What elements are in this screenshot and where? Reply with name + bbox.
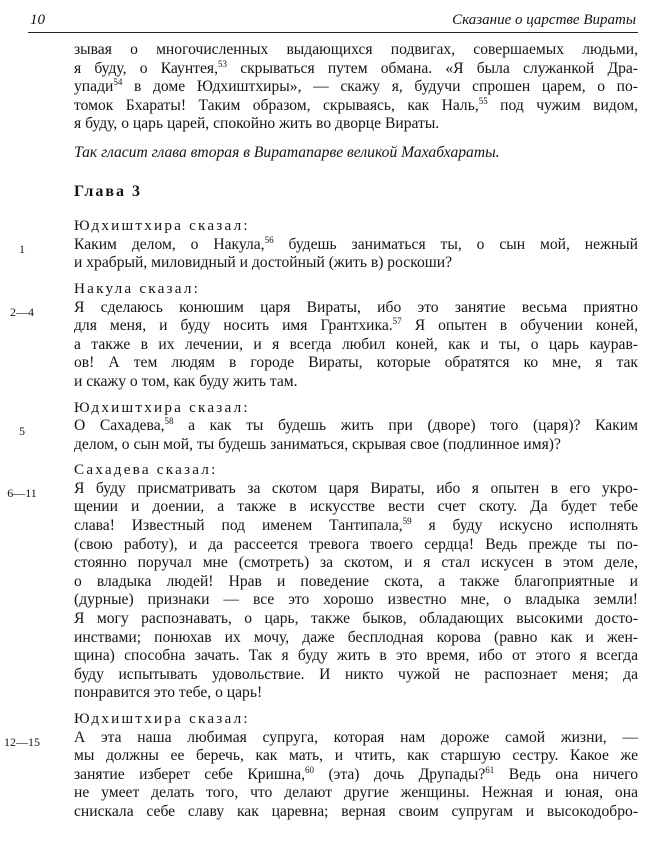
- dialogue-section: [7, 461, 638, 703]
- speech-paragraph: [74, 236, 638, 273]
- text-line: снискала себе славу как царевна; верная своим супругам и высокодобро-: [74, 802, 638, 820]
- running-title: Сказание о царстве Вираты: [452, 12, 636, 28]
- intro-paragraph: [74, 41, 638, 134]
- text-line: томок Бхараты! Таким образом, скрываясь, как Наль,: [74, 96, 479, 114]
- text-line: в доме Юдхиштхиры», — скажу я, будучи спрошен царем, о по-: [133, 78, 638, 96]
- speaker-label: Юдхиштхира сказал:: [74, 710, 250, 727]
- footnote-ref[interactable]: 61: [485, 764, 495, 775]
- chapter-closing-note: Так гласит глава вторая в Виратапарве великой Махабхараты.: [74, 143, 500, 161]
- text-line: стоянно поручал мне (смотреть) за скотом, и я стал искусен в этом деле,: [74, 554, 638, 572]
- chapter-title: Глава 3: [74, 182, 142, 200]
- text-line: скрываться путем обмана. «Я была служанкой Дра-: [240, 59, 638, 77]
- footnote-ref[interactable]: 53: [218, 58, 227, 69]
- text-line: Я опытен в обучении коней,: [414, 317, 638, 335]
- footnote-ref[interactable]: 54: [113, 77, 123, 87]
- text-line: Я могу распознавать, о царь, также быков, обладающих высокими досто-: [74, 610, 638, 628]
- text-line: буду испытывать удовольствие. И никто чужой не распознает меня; да: [74, 665, 638, 683]
- speech-paragraph: [74, 480, 638, 703]
- text-line: занятие изберет себе Кришна,: [74, 765, 306, 783]
- footnote-ref[interactable]: 56: [264, 234, 274, 245]
- text-line: о владыка людей! Нрав и поведение скота, а также благоприятные и: [74, 572, 638, 590]
- footnote-ref[interactable]: 60: [305, 764, 315, 775]
- text-line: (свою работу), и да рассеется тревога твоего сердца! Ведь прежде ты по-: [74, 535, 638, 553]
- text-line: ов! А тем людям в городе Вираты, которые обратятся ко мне, я так: [74, 354, 638, 372]
- text-line: слава! Известный под именем Тантипала,: [74, 517, 403, 535]
- text-line: упади: [74, 78, 114, 96]
- page-number: 10: [30, 12, 45, 28]
- speech-paragraph: [74, 299, 638, 392]
- text-line: инствами; понюхав их мочу, даже бесплодная корова (равно как и жен-: [74, 628, 638, 646]
- footnote-ref[interactable]: 57: [392, 315, 402, 326]
- text-line: понравится это тебе, о царь!: [74, 684, 263, 702]
- speaker-label: Сахадева сказал:: [74, 461, 218, 479]
- page-body: [4, 41, 639, 822]
- speaker-label: Накула сказал:: [74, 279, 201, 297]
- footnote-ref[interactable]: 58: [164, 415, 174, 426]
- text-line: Я сделаюсь конюшим царя Вираты, ибо это занятие весьма приятно: [74, 298, 638, 316]
- verse-number: 1: [19, 242, 25, 257]
- text-line: (дурные) признаки — все это хорошо известно мне, о владыка земли!: [74, 591, 638, 609]
- verse-number: 5: [19, 423, 25, 438]
- text-line: и скажу о том, как буду жить там.: [74, 372, 298, 390]
- footnote-ref[interactable]: 59: [402, 515, 412, 526]
- dialogue-section: [10, 279, 638, 392]
- text-line: Я буду присматривать за скотом царя Вираты, ибо я опытен в его укро-: [74, 479, 638, 497]
- text-line: я буду искусно исполнять: [428, 517, 638, 535]
- text-line: (эта) дочь Друпады?: [328, 765, 486, 783]
- text-line: и храбрый, миловидный и достойный (жить в) роскоши?: [74, 254, 453, 272]
- verse-number: 12—15: [4, 735, 40, 749]
- text-line: а также в их лечении, и я всегда любил коней, как и ты, о царь каурав-: [74, 335, 638, 353]
- speech-paragraph: [74, 729, 638, 822]
- text-line: будешь заниматься ты, о сын мой, нежный: [288, 235, 639, 253]
- running-header: [28, 10, 638, 33]
- text-line: не умеет делать того, что делают другие женщины. Нежная и юная, она: [74, 784, 638, 802]
- footnote-ref[interactable]: 55: [478, 95, 488, 106]
- text-line: щина) способна зачать. Так я буду жить в это время, ибо от этого я всегда: [74, 647, 638, 665]
- text-line: мы должны ее беречь, как мать, и чтить, как старшую сестру. Какое же: [74, 747, 638, 765]
- text-line: для меня, и буду носить имя Грантхика.: [74, 317, 393, 335]
- dialogue-section: [19, 217, 639, 273]
- text-line: под чужим видом,: [500, 96, 638, 114]
- speech-paragraph: [74, 417, 638, 454]
- text-line: А эта наша любимая супруга, которая нам дороже самой жизни, —: [74, 728, 638, 746]
- text-line: Каким делом, о Накула,: [74, 235, 265, 253]
- text-line: а как ты будешь жить при (дворе) того (царя)? Каким: [188, 417, 639, 435]
- dialogue-section: [19, 398, 639, 455]
- text-line: делом, о сын мой, ты будешь заниматься, скрывая свое (подлинное имя)?: [74, 435, 561, 453]
- text-line: зывая о многочисленных выдающихся подвигах, совершаемых людьми,: [74, 41, 638, 58]
- text-line: я буду, о царь царей, спокойно жить во дворце Вираты.: [74, 115, 440, 133]
- speaker-label: Юдхиштхира сказал:: [74, 217, 250, 235]
- text-line: щении и доении, а также в искусстве вести счет скоту. Да будет тебе: [74, 498, 638, 516]
- dialogue-section: [4, 710, 639, 822]
- verse-number: 2—4: [10, 304, 34, 319]
- text-line: Ведь она ничего: [508, 765, 639, 783]
- verse-number: 6—11: [7, 486, 37, 501]
- text-line: я буду, о Каунтея,: [74, 59, 218, 77]
- speaker-label: Юдхиштхира сказал:: [74, 398, 250, 416]
- text-line: О Сахадева,: [74, 417, 165, 435]
